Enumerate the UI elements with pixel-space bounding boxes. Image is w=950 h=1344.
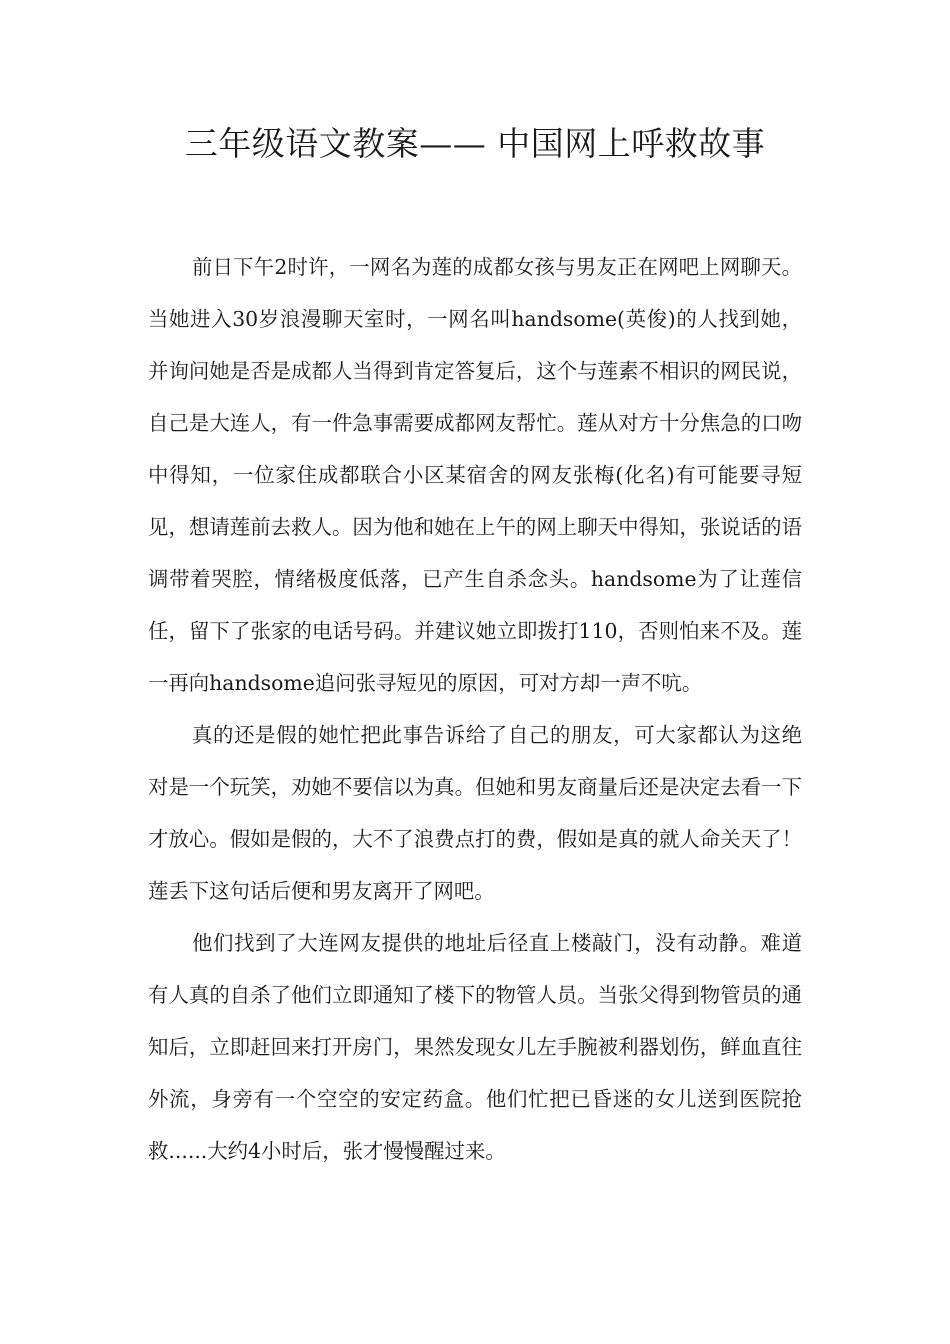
paragraph-3: 他们找到了大连网友提供的地址后径直上楼敲门，没有动静。难道有人真的自杀了他们立即通知了楼下的物管人员。当张父得到物管员的通知后，立即赶回来打开房门，果然发现女儿左手腕被利器划伤，鲜血直往外流，身旁有一个空空的安定药盒。他们忙把已昏迷的女儿送到医院抢救......大约4小时后，张才慢慢醒过来。 <box>148 931 802 1163</box>
document-body <box>148 241 802 1177</box>
paragraph-1: 前日下午2时许，一网名为莲的成都女孩与男友正在网吧上网聊天。当她进入30岁浪漫聊天室时，一网名叫handsome(英俊)的人找到她，并询问她是否是成都人当得到肯定答复后，这个与莲素不相识的网民说，自己是大连人，有一件急事需要成都网友帮忙。莲从对方十分焦急的口吻中得知，一位家住成都联合小区某宿舍的网友张梅(化名)有可能要寻短见，想请莲前去救人。因为他和她在上午的网上聊天中得知，张说话的语调带着哭腔，情绪极度低落，已产生自杀念头。handsome为了让莲信任，留下了张家的电话号码。并建议她立即拨打110，否则怕来不及。莲一再向handsome追问张寻短见的原因，可对方却一声不吭。 <box>148 255 802 695</box>
document-title: 三年级语文教案—— 中国网上呼救故事 <box>184 124 766 163</box>
paragraph-2: 真的还是假的她忙把此事告诉给了自己的朋友，可大家都认为这绝对是一个玩笑，劝她不要信以为真。但她和男友商量后还是决定去看一下才放心。假如是假的，大不了浪费点打的费，假如是真的就人命关天了！莲丢下这句话后便和男友离开了网吧。 <box>148 723 802 903</box>
